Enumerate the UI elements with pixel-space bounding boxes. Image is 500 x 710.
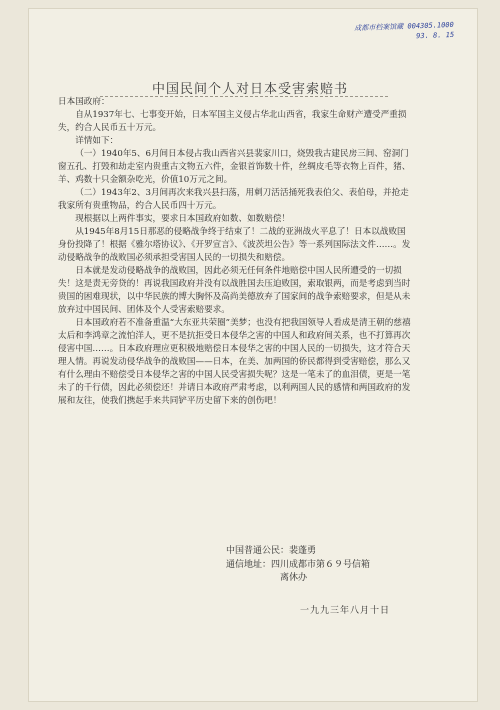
paragraph-history: 从1945年8月15日那恶的侵略战争终于结束了！二战的亚洲战火平息了！日本以战败国身份投降了！根据《雅尔塔协议》、《开罗宣言》、《波茨坦公告》等一系列国际法文件……。发动侵略战争的战败国必须承担受害国人民的一切损失和赔偿。 [58, 227, 411, 263]
salutation: 日本国政府： [58, 97, 110, 107]
handwritten-archive-note [334, 20, 455, 44]
paragraph-details-heading: 详情如下： [75, 136, 119, 146]
paragraph-item-2: （二）1943年2、3月间再次来我兴县扫荡，用刺刀活活捅死我表伯父、表伯母，并抢走我家所有贵重物品，约合人民币四十万元。 [58, 188, 409, 211]
address-line-2: 离休办 [280, 573, 308, 583]
paragraph-intro: 自从1937年七、七事变开始，日本军国主义侵占华北山西省，我家生命财产遭受严重损失，约合人民币五十万元。 [58, 110, 407, 133]
document-title: 中国民间个人对日本受害索赔书 [151, 82, 348, 97]
letter-date: 一九九三年八月十日 [300, 606, 391, 616]
signature-block [226, 545, 456, 586]
archive-note-line: 成都市档案馆藏 004305.1000 [354, 20, 454, 33]
address-row [226, 559, 456, 573]
citizen-row [226, 545, 456, 559]
address-value: 四川成都市第６９号信箱 [271, 559, 371, 570]
address-label: 通信地址： [226, 559, 272, 570]
paragraph-item-1: （一）1940年5、6月间日本侵占我山西省兴县裴家川口，烧毁我古建民房三间、窑洞门窗五孔、打毁和劫走室内贵重古文物五六件，金银首饰数十件，丝绸皮毛等衣物上百件，猪、羊、鸡数十只金额杂吃光，价值10万元之间。 [58, 149, 411, 185]
letter-body [58, 96, 413, 408]
paragraph-conclusion: 日本国政府若不准备重温“大东亚共荣圈”美梦；也没有把我国领导人看成是清王朝的慈禧太后和李鸿章之流怕洋人，更不是抗拒受日本侵华之害的中国人和政府间关系，也不打算再次侵害中国……。日本政府理应更积极地赔偿日本侵华之害的中国人民的一切损失，这才符合天理人情。再说发动侵华战争的战败国——日本，在美、加两国的侨民都得到受害赔偿，那么又有什么理由不赔偿受日本侵华之害的中国人民受害损失呢？这是一笔未了的血泪债，更是一笔未了的千行债，因此必须偿还！并请日本政府严肃考虑，以利两国人民的感情和两国政府的发展和友往，使我们携起手来共同铲平历史留下来的创伤吧！ [58, 318, 411, 406]
citizen-name: 裴蓬勇 [289, 546, 317, 556]
citizen-label: 中国普通公民： [226, 546, 290, 556]
paragraph-demand: 现根据以上两件事实，要求日本国政府如数、如数赔偿！ [75, 214, 291, 224]
paragraph-argument: 日本就是发动侵略战争的战败国，因此必须无任何条件地赔偿中国人民所遭受的一切损失！这是责无旁贷的！再说我国政府并没有以战胜国去压迫败国，索取银两，而是考虑到当时贵国的困难现状，以中华民族的博大胸怀及高尚美德放弃了国家间的战争索赔要求，但是从未放弃过中国民间、团体及个人受害索赔要求。 [58, 266, 411, 315]
archive-note-date: 93. 8. 15 [416, 30, 455, 41]
